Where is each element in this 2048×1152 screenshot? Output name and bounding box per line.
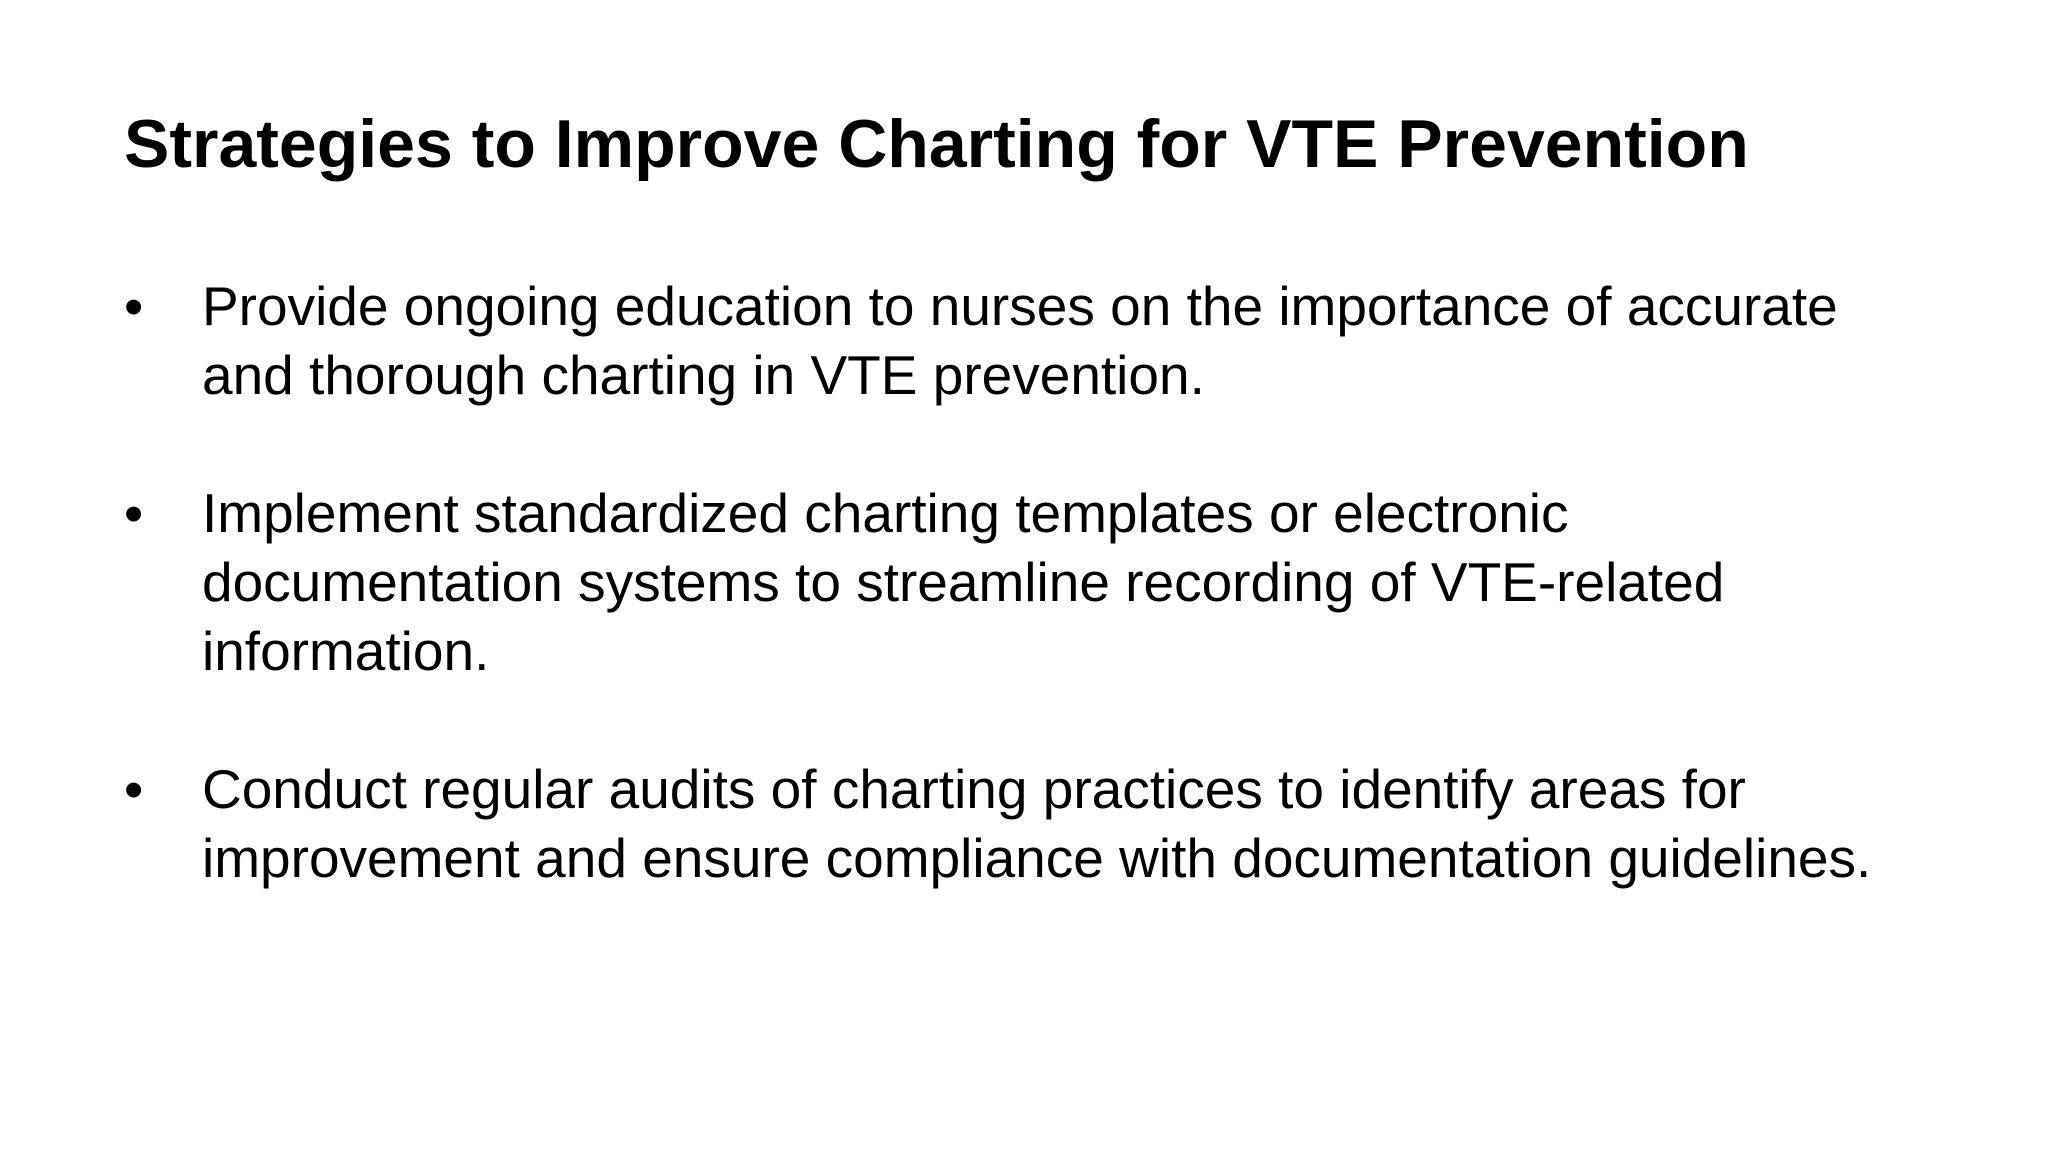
bullet-list: [124, 272, 1944, 893]
bullet-text: Conduct regular audits of charting practices to identify areas for improvement and ensure compliance with documentation guidelines.: [202, 758, 1872, 889]
bullet-item-templates: [124, 479, 1944, 686]
slide-title: Strategies to Improve Charting for VTE Prevention: [124, 106, 1749, 182]
bullet-icon: •: [124, 482, 144, 544]
bullet-icon: •: [124, 758, 144, 820]
bullet-icon: •: [124, 275, 144, 337]
bullet-item-education: [124, 272, 1944, 410]
bullet-item-audits: [124, 755, 1944, 893]
bullet-text: Implement standardized charting templates or electronic documentation systems to streamline recording of VTE-related information.: [202, 482, 1725, 682]
bullet-text: Provide ongoing education to nurses on the importance of accurate and thorough charting in VTE prevention.: [202, 275, 1838, 406]
